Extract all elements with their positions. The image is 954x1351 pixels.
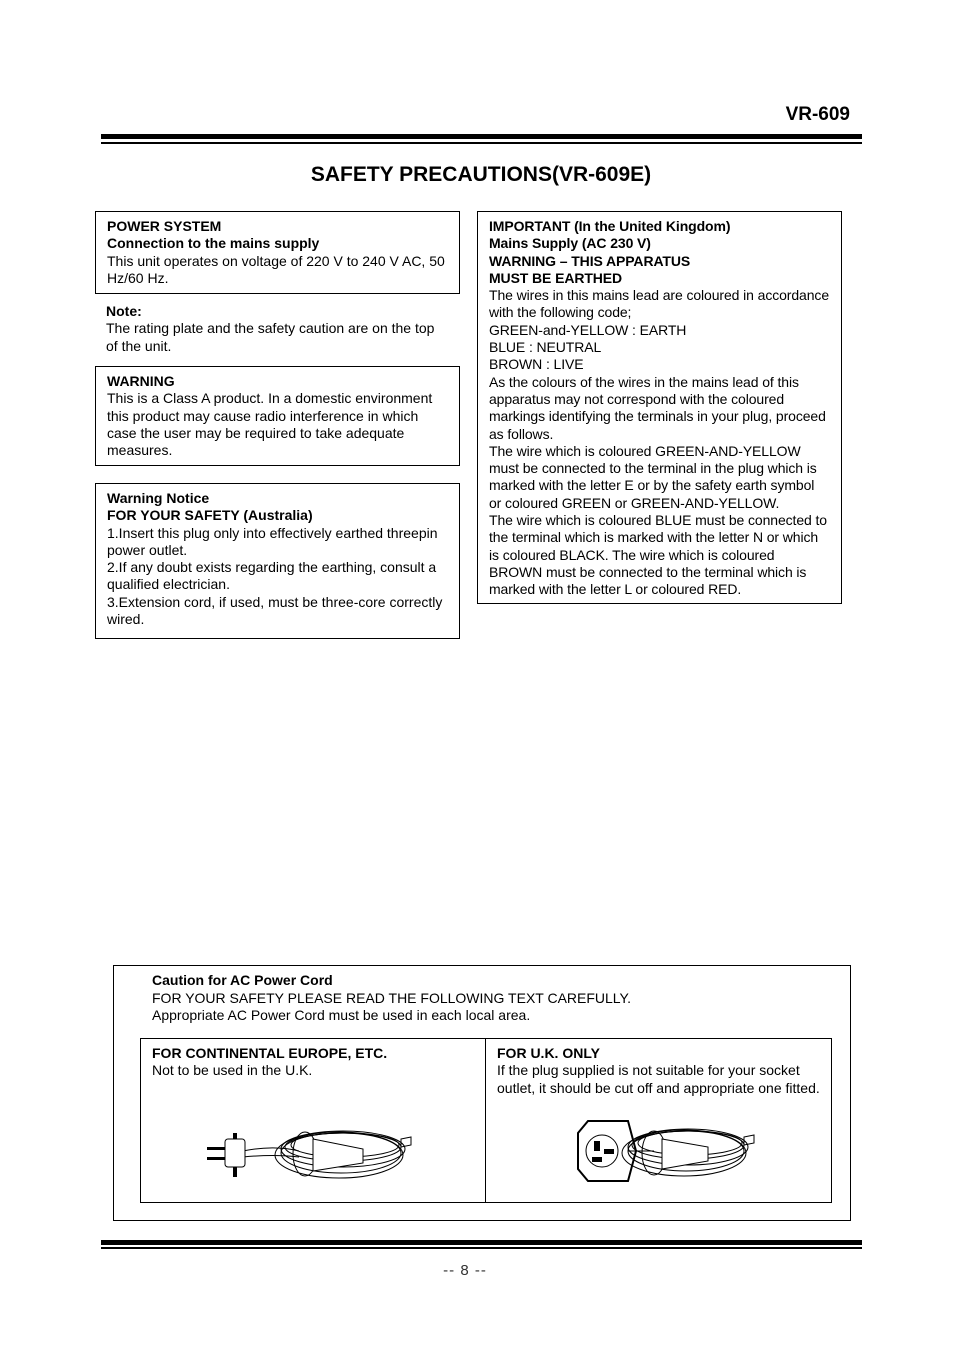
header-rule-thin	[101, 142, 862, 144]
page-number: -- 8 --	[443, 1262, 487, 1279]
note-heading: Note:	[106, 303, 142, 319]
uk-line: BROWN : LIVE	[489, 356, 584, 373]
uk-line: BLUE : NEUTRAL	[489, 339, 602, 356]
uk-line: The wires in this mains lead are coloured in accordance with the following code;	[489, 287, 830, 321]
power-system-text: This unit operates on voltage of 220 V to 240 V AC, 50 Hz/60 Hz.	[107, 252, 445, 286]
uk-heading-1: IMPORTANT (In the United Kingdom)	[489, 218, 731, 234]
warning-text: This is a Class A product. In a domestic environment this product may cause radio interference in which case the user may be required to take adequate measures.	[107, 390, 433, 459]
footer-rule-thick	[101, 1240, 862, 1245]
uk-heading-4: MUST BE EARTHED	[489, 269, 623, 286]
australia-notice-box	[95, 483, 460, 639]
uk-only-text: If the plug supplied is not suitable for your socket outlet, it should be cut off and appropriate one fitted.	[497, 1062, 820, 1096]
euro-power-cord-illustration	[203, 1111, 413, 1191]
power-system-box	[95, 211, 460, 294]
uk-line: The wire which is coloured GREEN-AND-YELLOW must be connected to the terminal in the plug which is marked with the letter E or by the safety earth symbol or coloured GREEN or GREEN-AND-YELLOW.	[489, 442, 817, 511]
europe-heading: FOR CONTINENTAL EUROPE, ETC.	[152, 1045, 388, 1061]
note-text: The rating plate and the safety caution are on the top of the unit.	[106, 320, 435, 354]
power-cord-line-2: Appropriate AC Power Cord must be used in each local area.	[152, 1007, 531, 1023]
australia-notice-heading: Warning Notice	[107, 490, 210, 506]
power-system-subheading: Connection to the mains supply	[107, 235, 320, 252]
note-block	[95, 303, 460, 355]
power-system-heading: POWER SYSTEM	[107, 218, 222, 234]
uk-heading-2: Mains Supply (AC 230 V)	[489, 235, 651, 252]
uk-only-heading: FOR U.K. ONLY	[497, 1045, 600, 1061]
power-cord-line-1: FOR YOUR SAFETY PLEASE READ THE FOLLOWING TEXT CAREFULLY.	[152, 989, 631, 1006]
warning-box	[95, 366, 460, 466]
power-cord-heading: Caution for AC Power Cord	[152, 972, 333, 988]
uk-line: As the colours of the wires in the mains lead of this apparatus may not correspond with the coloured markings identifying the terminals in your plug, proceed as follows.	[489, 373, 826, 442]
power-cord-table	[140, 1038, 832, 1203]
australia-item: 2.If any doubt exists regarding the earthing, consult a qualified electrician.	[107, 559, 437, 593]
uk-power-cord-illustration	[558, 1111, 758, 1191]
model-number: VR-609	[785, 104, 850, 125]
uk-important-box	[477, 211, 842, 604]
warning-heading: WARNING	[107, 373, 175, 389]
footer-rule-thin	[101, 1247, 862, 1249]
uk-line: The wire which is coloured BLUE must be connected to the terminal which is marked with the letter N or which is coloured BLACK. The wire which is coloured BROWN must be connected to the terminal which is marked with the letter L or coloured RED.	[489, 512, 827, 598]
uk-only-cell	[486, 1039, 831, 1202]
europe-cell	[141, 1039, 486, 1202]
europe-text: Not to be used in the U.K.	[152, 1062, 313, 1079]
uk-heading-3: WARNING – THIS APPARATUS	[489, 252, 691, 269]
power-cord-caution-box	[113, 965, 851, 1221]
header-rule-thick	[101, 134, 862, 139]
uk-line: GREEN-and-YELLOW : EARTH	[489, 321, 687, 338]
australia-item: 3.Extension cord, if used, must be three-core correctly wired.	[107, 593, 443, 628]
australia-notice-subheading: FOR YOUR SAFETY (Australia)	[107, 507, 313, 524]
page-title: SAFETY PRECAUTIONS(VR-609E)	[310, 163, 652, 186]
australia-item: 1.Insert this plug only into effectively earthed threepin power outlet.	[107, 524, 438, 558]
